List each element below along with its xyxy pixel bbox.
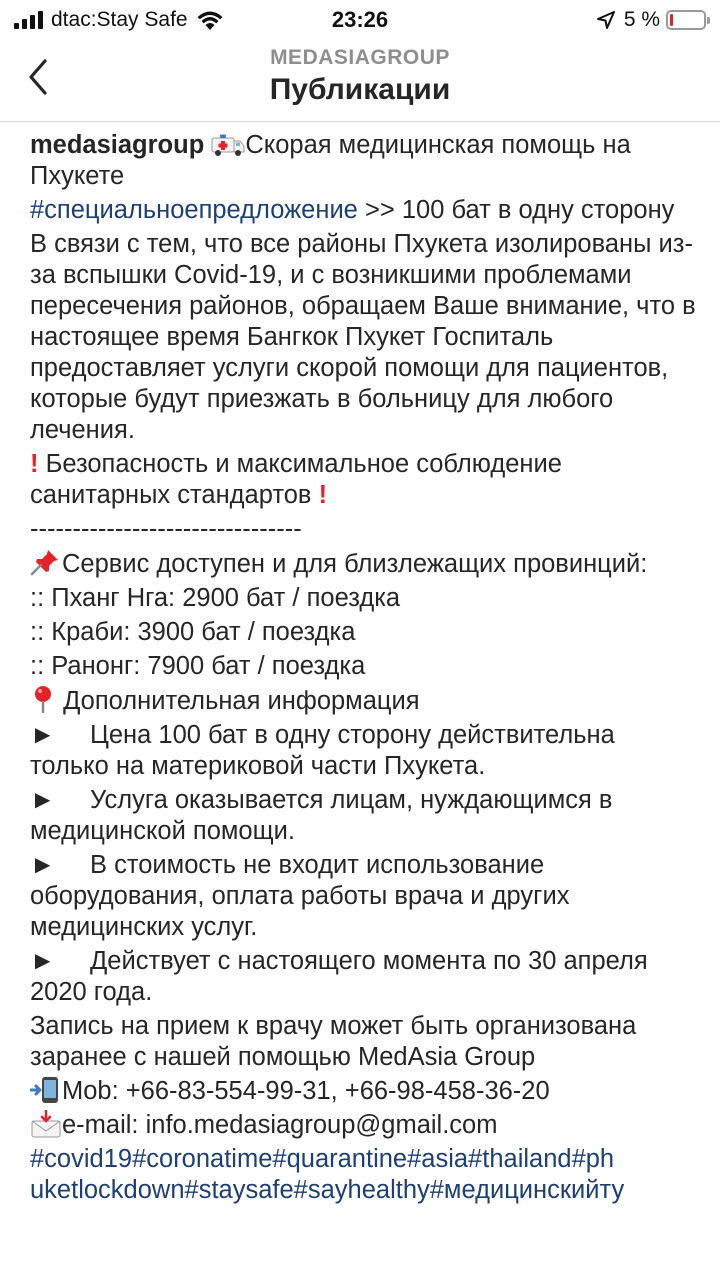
hashtags-line[interactable]: uketlockdown#staysafe#sayhealthy#медицинскийту <box>30 1176 625 1204</box>
status-right <box>596 8 706 32</box>
post-caption <box>30 130 700 1209</box>
hashtag-special-offer[interactable]: #специальноепредложение <box>30 196 358 224</box>
safety-text: Безопасность и максимальное соблюдение санитарных стандартов <box>30 450 562 509</box>
location-arrow-icon <box>596 10 616 30</box>
bullet-item <box>30 946 700 1008</box>
price-krabi: :: Краби: 3900 бат / поездка <box>30 618 356 646</box>
carrier-name: dtac:Stay Safe <box>51 8 188 31</box>
booking-text: Запись на прием к врачу может быть организована заранее с нашей помощью MedAsia Group <box>30 1012 637 1071</box>
service-text: Сервис доступен и для близлежащих провинций: <box>62 550 648 578</box>
bullet-text: Цена 100 бат в одну сторону действительна только на материковой части Пхукета. <box>30 721 615 780</box>
hashtags-line[interactable]: #covid19#coronatime#quarantine#asia#thailand#ph <box>30 1145 615 1173</box>
battery-percent: 5 % <box>623 8 660 31</box>
bullet-marker: ► <box>30 721 56 749</box>
service-line <box>30 548 700 580</box>
page-title: Публикации <box>269 73 451 106</box>
special-offer-line <box>30 195 700 226</box>
post-title-text: Скорая медицинская помощь на Пхукете <box>30 131 631 190</box>
mobile-line <box>30 1076 700 1107</box>
clock: 23:26 <box>331 7 389 32</box>
bullet-marker: ► <box>30 851 56 879</box>
bullet-item <box>30 785 700 847</box>
bullet-item <box>30 850 700 943</box>
bullet-marker: ► <box>30 947 56 975</box>
map-pin-icon <box>30 685 56 713</box>
mobile-text: Mob: +66-83-554-99-31, +66-98-458-36-20 <box>62 1077 550 1105</box>
envelope-arrow-icon <box>30 1110 62 1138</box>
divider-line: -------------------------------- <box>30 515 302 543</box>
intro-paragraph: В связи с тем, что все районы Пхукета изолированы из-за вспышки Covid-19, и с возникшими проблемами пересечения районов, обращаем Ваше внимание, что в настоящее время Бангкок Пхукет Госпиталь предоставляет услуги скорой помощи для пациентов, которые будут приезжать в больницу для любого лечения. <box>30 230 696 444</box>
status-bar <box>0 0 720 40</box>
extra-info-text: Дополнительная информация <box>56 687 420 715</box>
username-link[interactable]: medasiagroup <box>30 131 205 159</box>
exclamation-icon: ! <box>30 450 39 478</box>
special-offer-text: >> 100 бат в одну сторону <box>357 196 675 224</box>
exclamation-icon: ! <box>318 481 328 509</box>
safety-line <box>30 449 700 511</box>
bullet-text: В стоимость не входит использование оборудования, оплата работы врача и других медицинских услуг. <box>30 851 570 941</box>
ambulance-icon <box>211 133 245 157</box>
nav-header <box>0 40 720 122</box>
extra-info-line <box>30 685 700 717</box>
price-ranong: :: Ранонг: 7900 бат / поездка <box>30 652 366 680</box>
email-line <box>30 1110 700 1141</box>
price-phang-nga: :: Пханг Нга: 2900 бат / поездка <box>30 584 401 612</box>
bullet-item <box>30 720 700 782</box>
hashtags-block <box>30 1144 700 1206</box>
bullet-text: Услуга оказывается лицам, нуждающимся в медицинской помощи. <box>30 786 613 845</box>
bullet-marker: ► <box>30 786 56 814</box>
email-text: e-mail: info.medasiagroup@gmail.com <box>62 1111 498 1139</box>
battery-level <box>670 14 673 26</box>
account-name: MEDASIAGROUP <box>270 46 450 69</box>
pushpin-icon <box>30 548 62 576</box>
battery-icon <box>666 10 706 30</box>
caption-first-line <box>30 130 700 192</box>
mobile-phone-icon <box>30 1076 62 1104</box>
bullet-text: Действует с настоящего момента по 30 апреля 2020 года. <box>30 947 648 1006</box>
